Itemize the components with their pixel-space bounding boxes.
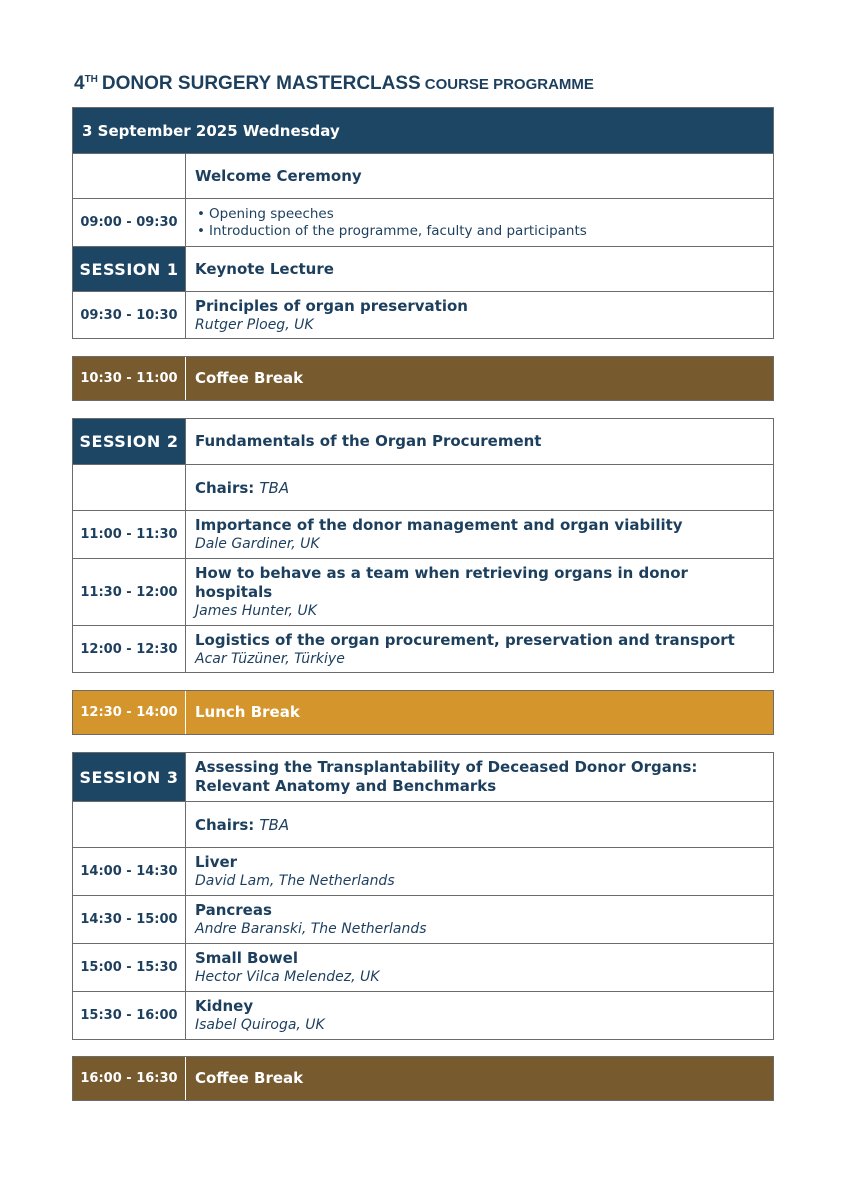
talk-speaker: Hector Vilca Melendez, UK (195, 969, 380, 985)
lunch-break-row (72, 690, 774, 735)
session-2-header (73, 419, 773, 464)
talk-speaker: David Lam, The Netherlands (195, 873, 395, 889)
session-1-badge: SESSION 1 (73, 247, 186, 291)
welcome-bullets (195, 206, 763, 240)
time-cell: 16:00 - 16:30 (73, 1057, 186, 1100)
talk-speaker: Acar Tüzüner, Türkiye (195, 650, 345, 667)
welcome-title: Welcome Ceremony (195, 166, 362, 185)
chairs-row (73, 801, 773, 847)
session-1-title: Keynote Lecture (195, 259, 334, 278)
time-cell: 14:00 - 14:30 (73, 848, 186, 895)
session-3-table (72, 752, 774, 1040)
time-cell: 11:30 - 12:00 (73, 559, 186, 625)
time-cell: 12:00 - 12:30 (73, 626, 186, 672)
session-3-title: Assessing the Transplantability of Deceased Donor Organs: Relevant Anatomy and Benchmarks (195, 758, 698, 795)
talk-speaker: Isabel Quiroga, UK (195, 1017, 325, 1033)
chairs-label: Chairs: (195, 479, 255, 497)
talk-row (73, 625, 773, 672)
break-label: Coffee Break (195, 369, 304, 387)
talk-title: Kidney (195, 997, 254, 1015)
page-title (74, 73, 594, 95)
time-cell: 12:30 - 14:00 (73, 691, 186, 734)
session-2-badge: SESSION 2 (73, 419, 186, 464)
time-cell: 09:00 - 09:30 (73, 199, 186, 246)
chairs-value: TBA (259, 816, 290, 834)
title-main: DONOR SURGERY MASTERCLASS (101, 73, 421, 94)
chairs-value: TBA (259, 479, 290, 497)
day-table (72, 107, 774, 339)
empty-time-cell (73, 154, 186, 198)
empty-time-cell (73, 802, 186, 847)
title-ordinal: 4 (74, 73, 85, 94)
break-label: Lunch Break (195, 703, 300, 721)
talk-title: Principles of organ preservation (195, 296, 468, 315)
talk-row (73, 291, 773, 338)
session-1-header (73, 246, 773, 291)
bullet-item: • Opening speeches (195, 206, 763, 223)
chairs-label: Chairs: (195, 816, 255, 834)
break-label: Coffee Break (195, 1069, 304, 1087)
session-3-header (73, 753, 773, 801)
title-subtitle: COURSE PROGRAMME (424, 76, 594, 93)
bullet-item: • Introduction of the programme, faculty and participants (195, 223, 763, 240)
talk-row (73, 991, 773, 1039)
talk-row (73, 895, 773, 943)
talk-title: Liver (195, 853, 238, 871)
welcome-title-row (73, 153, 773, 198)
chairs-row (73, 464, 773, 510)
talk-title: Importance of the donor management and organ viability (195, 516, 683, 534)
time-cell: 10:30 - 11:00 (73, 357, 186, 400)
session-3-badge: SESSION 3 (73, 753, 186, 801)
talk-row (73, 558, 773, 625)
session-2-title: Fundamentals of the Organ Procurement (195, 432, 542, 450)
coffee-break-row (72, 1056, 774, 1101)
time-cell: 14:30 - 15:00 (73, 896, 186, 943)
empty-time-cell (73, 465, 186, 510)
time-cell: 11:00 - 11:30 (73, 511, 186, 558)
talk-row (73, 510, 773, 558)
time-cell: 15:00 - 15:30 (73, 944, 186, 991)
talk-speaker: James Hunter, UK (195, 603, 317, 619)
title-ordinal-suffix: TH (84, 74, 98, 85)
session-2-table (72, 418, 774, 673)
talk-title: Small Bowel (195, 949, 298, 967)
day-header: 3 September 2025 Wednesday (73, 108, 773, 153)
welcome-row (73, 198, 773, 246)
coffee-break-row (72, 356, 774, 401)
talk-speaker: Dale Gardiner, UK (195, 536, 320, 552)
talk-speaker: Andre Baranski, The Netherlands (195, 921, 427, 937)
time-cell: 15:30 - 16:00 (73, 992, 186, 1039)
talk-row (73, 847, 773, 895)
talk-title: Logistics of the organ procurement, preservation and transport (195, 630, 735, 649)
talk-speaker: Rutger Ploeg, UK (195, 316, 314, 333)
time-cell: 09:30 - 10:30 (73, 292, 186, 338)
talk-title: Pancreas (195, 901, 272, 919)
talk-title: How to behave as a team when retrieving organs in donor hospitals (195, 564, 688, 601)
talk-row (73, 943, 773, 991)
